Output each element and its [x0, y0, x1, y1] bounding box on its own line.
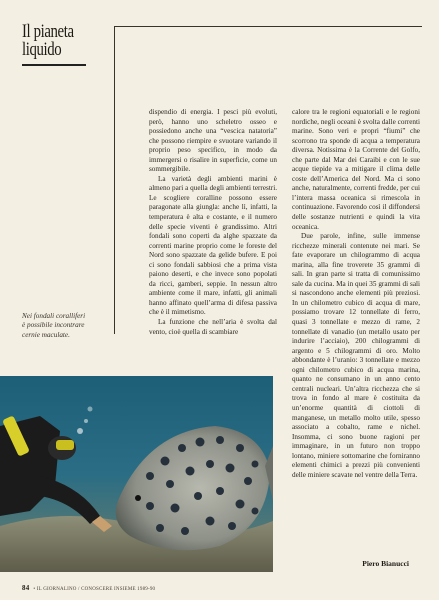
article-column-1	[149, 108, 277, 337]
col1-paragraph-1: dispendio di energia. I pesci più evoluti, però, hanno uno scheletro osseo e possiedono anche una “vescica natatoria” che possono riempire e svuotare variando il proprio peso specifico, in modo da immergersi o risalire in superficie, come un sommergibile.	[149, 108, 277, 174]
caption-line-2: è possibile incontrare	[22, 321, 85, 330]
diver-grouper-photo	[0, 376, 273, 572]
page-footer	[22, 584, 155, 592]
page-number: 84	[22, 584, 30, 592]
title-line-2: liquido	[22, 39, 62, 60]
photo-caption	[22, 312, 110, 340]
col2-paragraph-1: calore tra le regioni equatoriali e le regioni nordiche, negli oceani è svolta dalle correnti marine. Sono veri e propri “fiumi” che scorrono tra sponde di acqua a temperatura diversa. Notissima è la Corrente del Golfo, che parte dal Mar dei Caraibi e con le sue acque tiepide va a mitigare il clima delle coste dell’America del Nord. Ma ci sono anche, naturalmente, correnti fredde, per cui l’intera massa oceanica si rimescola in continuazione. Favorendo così il diffondersi delle sostanze nutrienti e quindi la vita oceanica.	[292, 108, 420, 231]
author-signature: Piero Bianucci	[362, 559, 409, 568]
col2-paragraph-2: Due parole, infine, sulle immense ricchezze minerali contenute nei mari. Se fate evaporare un chilogrammo di acqua marina, alla fine troverete 35 grammi di sali. In gran parte si tratta di comunissimo sale da cucina. Ma in quei 35 grammi di sali si nascondono anche elementi più preziosi. In un chilometro cubico di acqua di mare, possiamo trovare 12 tonnellate di ferro, quasi 3 tonnellate e mezzo di rame, 2 tonnellate di vanadio (un metallo usato per indurire l’acciaio), 200 chilogrammi di argento e 5 chilogrammi di oro. Molto abbondante è l’uranio: 3 tonnellate e mezzo ogni chilometro cubico di acqua marina, quanto ne consumano in un anno cento centrali nucleari. Un’altra ricchezza che si trova in fondo al mare è costituita da un’enorme quantità di ciottoli di manganese, un metallo molto utile, spesso associato a cobalto, rame e nichel. Insomma, ci sono buone ragioni per immaginare, in un futuro non troppo lontano, miniere sottomarine che forniranno elementi chimici a prezzi più convenienti delle miniere scavate nel ventre della Terra.	[292, 232, 420, 479]
caption-line-1: Nei fondali coralliferi	[22, 312, 86, 320]
article-column-2	[292, 108, 420, 480]
col1-paragraph-2: La varietà degli ambienti marini è almeno pari a quella degli ambienti terrestri. Le scogliere coralline possono essere paragonate alla giungla: anche lì, infatti, la temperatura è alta e costante, e il numero delle specie viventi è grandissimo. Altri fondali sono coperti da alghe spazzate da correnti marine proprio come le foreste del Nord sono spazzate da gelide bufere. E poi ci sono fondali sabbiosi che a prima vista paiono deserti, e che invece sono popolati da ricci, gamberi, seppie. In nessun altro ambiente come il mare, infatti, gli animali hanno affinato quell’arma di difesa passiva che è il mimetismo.	[149, 174, 277, 317]
footer-running-text: • IL GIORNALINO / CONOSCERE INSIEME 1989-90	[33, 587, 156, 592]
title-line-1: Il pianeta	[22, 21, 74, 42]
frame-line-top	[114, 26, 422, 27]
col1-paragraph-3: La funzione che nell’aria è svolta dal vento, cioè quella di scambiare	[149, 318, 277, 336]
caption-line-3: cernie maculate.	[22, 330, 70, 339]
frame-line-left	[114, 26, 115, 334]
title-underline	[22, 64, 86, 66]
underwater-scene-image	[0, 376, 273, 572]
diving-mask-icon	[56, 440, 74, 450]
page-title	[22, 23, 84, 59]
